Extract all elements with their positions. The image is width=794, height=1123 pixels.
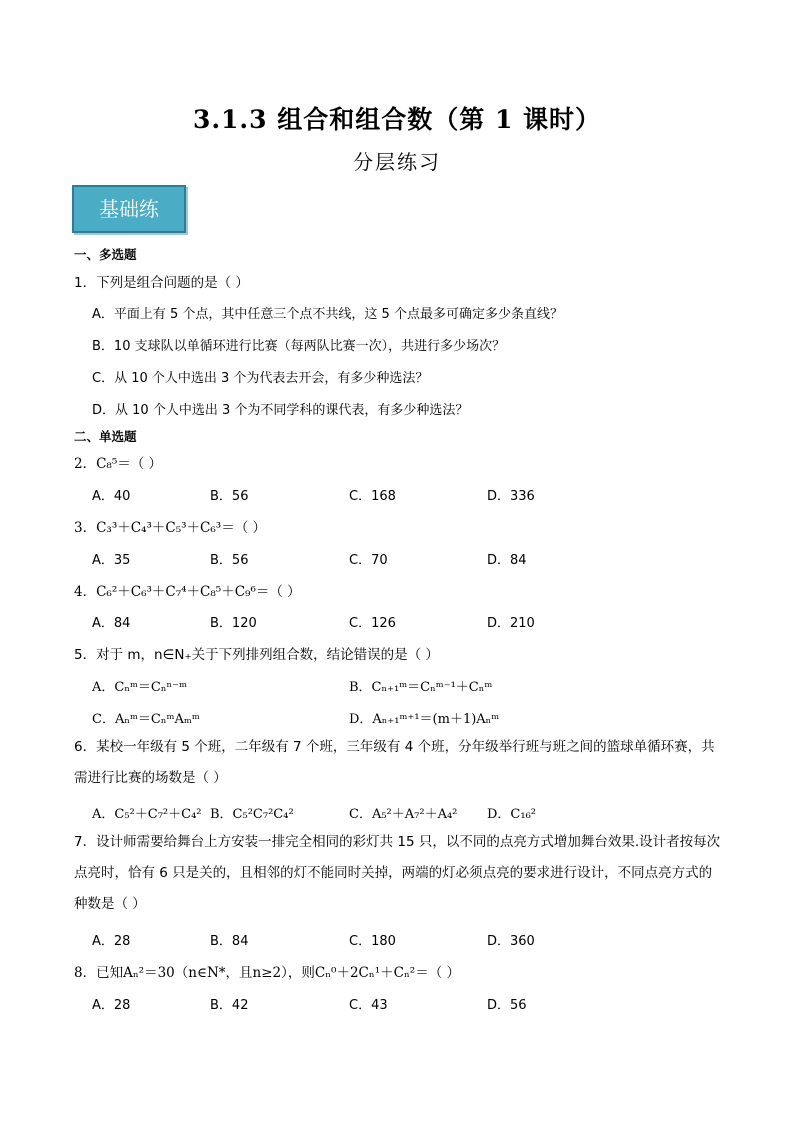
q6-option-b: B．C₅²C₇²C₄² <box>210 807 294 822</box>
q1-option-a: A．平面上有 5 个点，其中任意三个点不共线，这 5 个点最多可确定多少条直线？ <box>92 307 563 322</box>
q3-option-b: B．56 <box>210 553 249 568</box>
level-badge: 基础练 <box>72 185 186 233</box>
q2-option-d: D．336 <box>487 489 535 504</box>
q1-option-b: B．10 支球队以单循环进行比赛（每两队比赛一次），共进行多少场次？ <box>92 339 506 354</box>
q3-stem: 3．C₃³＋C₄³＋C₅³＋C₆³＝（ ） <box>74 520 266 536</box>
q4-option-c: C．126 <box>349 616 396 631</box>
q2-stem: 2．C₈⁵＝（ ） <box>74 456 163 472</box>
q3-option-c: C．70 <box>349 553 388 568</box>
q8-option-c: C．43 <box>349 998 388 1013</box>
q3-option-d: D．84 <box>487 553 527 568</box>
page-subtitle: 分层练习 <box>353 150 441 174</box>
q7-option-b: B．84 <box>210 934 249 949</box>
section-single-choice: 二、单选题 <box>74 429 137 444</box>
q6-stem: 6．某校一年级有 5 个班，二年级有 7 个班，三年级有 4 个班，分年级举行班与班之间的篮球单循环赛，共需进行比赛的场数是（ ） <box>74 739 715 786</box>
q7-option-a: A．28 <box>92 934 131 949</box>
q2-option-b: B．56 <box>210 489 249 504</box>
q1-option-d: D．从 10 个人中选出 3 个为不同学科的课代表，有多少种选法？ <box>92 403 469 418</box>
q6-option-d: D．C₁₆² <box>487 807 537 822</box>
q4-option-b: B．120 <box>210 616 257 631</box>
q8-option-a: A．28 <box>92 998 131 1013</box>
q4-option-d: D．210 <box>487 616 535 631</box>
q5-stem: 5．对于 m，n∈N₊关于下列排列组合数，结论错误的是（ ） <box>74 647 439 663</box>
q5-option-b: B．Cₙ₊₁ᵐ＝Cₙᵐ⁻¹＋Cₙᵐ <box>349 680 493 695</box>
q7-option-d: D．360 <box>487 934 535 949</box>
q1-stem: 1．下列是组合问题的是（ ） <box>74 275 249 291</box>
q7-option-c: C．180 <box>349 934 396 949</box>
q7-stem: 7．设计师需要给舞台上方安装一排完全相同的彩灯共 15 只，以不同的点亮方式增加舞台效果.设计者按每次点亮时，恰有 6 只是关的，且相邻的灯不能同时关掉，两端的灯必须点亮的要求进行设计，不同点亮方式的种数是（ ） <box>74 834 721 912</box>
section-multi-choice: 一、多选题 <box>74 247 137 262</box>
q4-option-a: A．84 <box>92 616 131 631</box>
q8-option-d: D．56 <box>487 998 527 1013</box>
q5-option-c: C．Aₙᵐ＝CₙᵐAₘᵐ <box>92 712 200 727</box>
q6-option-a: A．C₅²＋C₇²＋C₄² <box>92 807 202 822</box>
q5-option-d: D．Aₙ₊₁ᵐ⁺¹＝(m＋1)Aₙᵐ <box>349 712 500 727</box>
q4-stem: 4．C₆²＋C₆³＋C₇⁴＋C₈⁵＋C₉⁶＝（ ） <box>74 584 301 600</box>
q6-option-c: C．A₅²＋A₇²＋A₄² <box>349 807 458 822</box>
q3-option-a: A．35 <box>92 553 131 568</box>
q8-option-b: B．42 <box>210 998 249 1013</box>
q5-option-a: A．Cₙᵐ＝Cₙⁿ⁻ᵐ <box>92 680 187 695</box>
page-title: 3.1.3 组合和组合数（第 1 课时） <box>192 105 602 134</box>
q2-option-a: A．40 <box>92 489 131 504</box>
q2-option-c: C．168 <box>349 489 396 504</box>
q1-option-c: C．从 10 个人中选出 3 个为代表去开会，有多少种选法？ <box>92 371 429 386</box>
q8-stem: 8．已知Aₙ²＝30（n∈N*，且n≥2），则Cₙ⁰＋2Cₙ¹＋Cₙ²＝（ ） <box>74 965 460 981</box>
